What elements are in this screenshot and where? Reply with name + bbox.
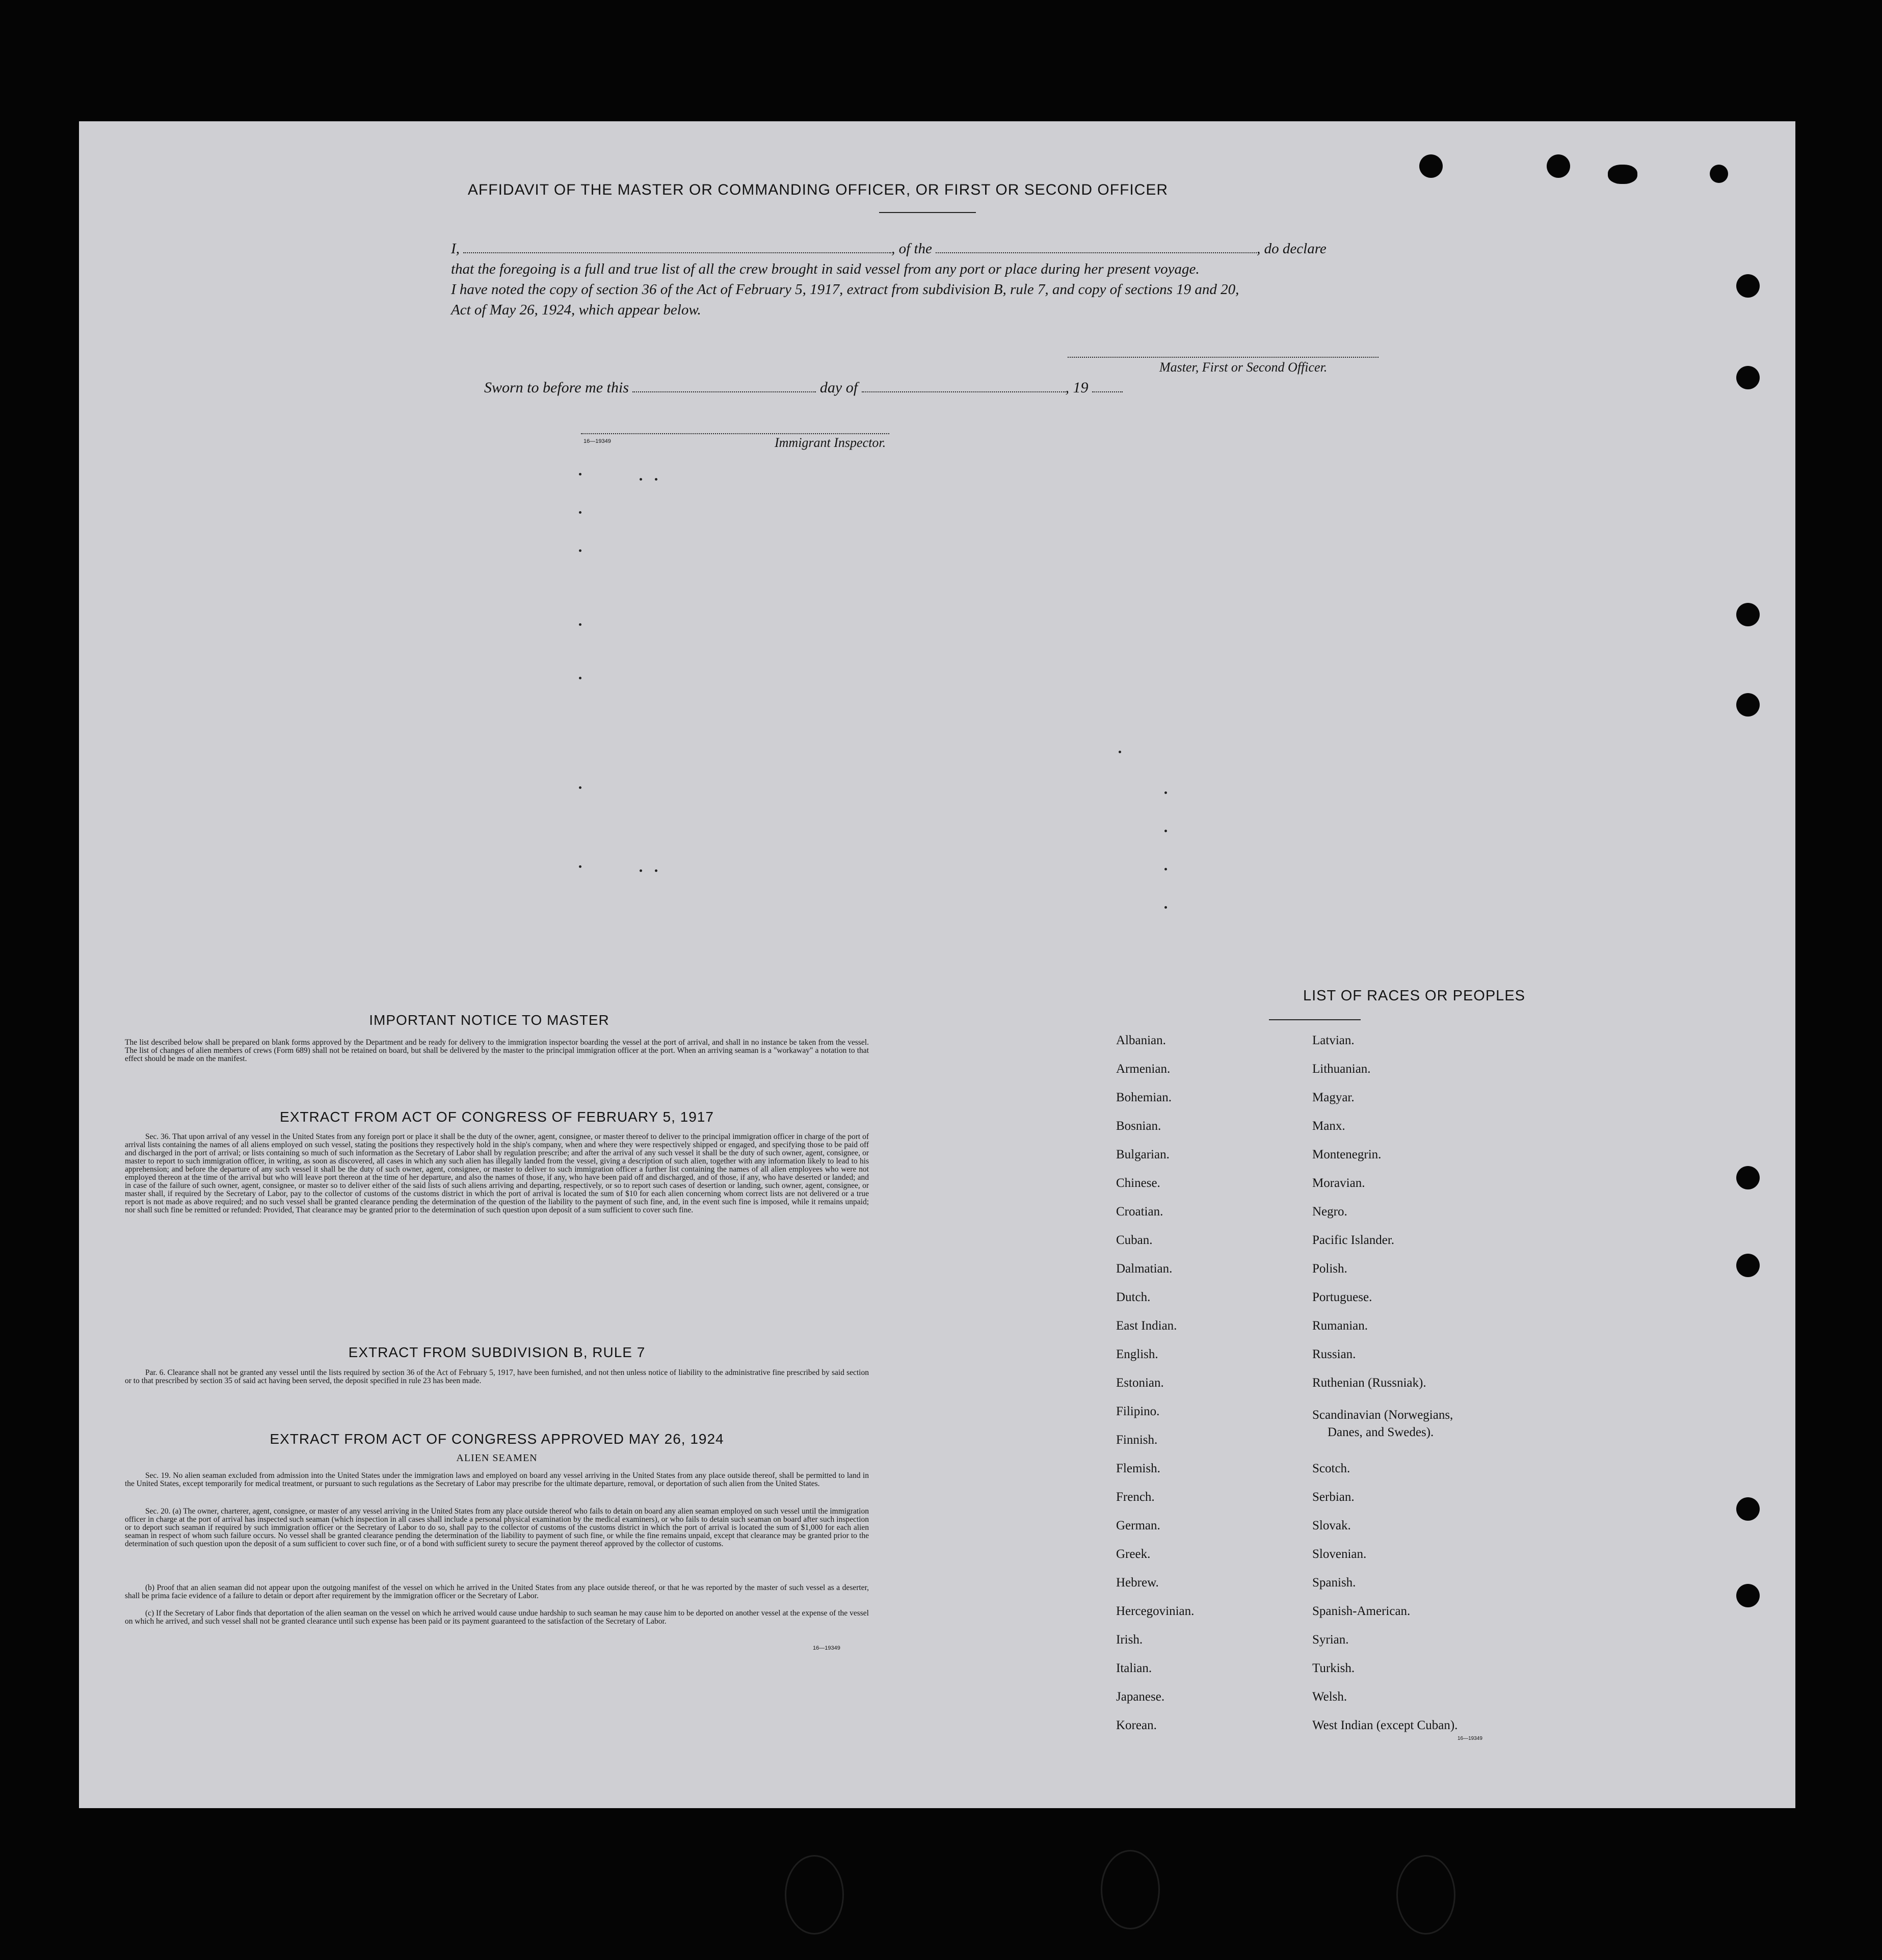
race-item: Spanish. (1312, 1576, 1356, 1590)
race-item: Greek. (1116, 1547, 1151, 1561)
sec-19-text: Sec. 19. No alien seaman excluded from admission into the United States under the immigration laws and employed on board any vessel arriving in the United States from any place outside thereof, shall be permitted to land in the United States, except temporarily for medical treatment, or pursuant to such regulations as the Secretary of Labor may prescribe for the ultimate departure, removal, or deportation of such alien from the United States. (125, 1471, 869, 1488)
affidavit-line-1: I, , of the , do declare (451, 241, 1327, 257)
race-item: Scandinavian (Norwegians, (1312, 1408, 1453, 1422)
sworn-line: Sworn to before me this day of , 19 (484, 379, 1123, 396)
stray-mark (1119, 751, 1121, 753)
race-item: Negro. (1312, 1205, 1347, 1219)
race-item: Dutch. (1116, 1290, 1151, 1304)
extract-1917-title: EXTRACT FROM ACT OF CONGRESS OF FEBRUARY 5, 1917 (280, 1109, 714, 1125)
race-item: Korean. (1116, 1718, 1157, 1732)
race-item: Hercegovinian. (1116, 1604, 1195, 1618)
race-item: Rumanian. (1312, 1319, 1368, 1333)
stray-mark (1164, 906, 1167, 909)
race-item: Chinese. (1116, 1176, 1160, 1190)
punch-hole (1419, 154, 1443, 178)
race-item: Hebrew. (1116, 1576, 1159, 1590)
stray-mark (655, 869, 657, 872)
sec-20c-text: (c) If the Secretary of Labor finds that deportation of the alien seaman on the vessel on which he arrived would cause undue hardship to such seaman he may cause him to be deported on another vessel at the expense of the vessel on which he arrived, and such vessel shall not be granted clearance until such expense has been paid or its payment guaranteed to the satisfaction of the Secretary of Labor. (125, 1609, 869, 1626)
race-item: Moravian. (1312, 1176, 1365, 1190)
race-item: Pacific Islander. (1312, 1233, 1395, 1247)
punch-hole (1736, 693, 1760, 717)
inspector-label: Immigrant Inspector. (775, 435, 886, 450)
extract-1917-text: Sec. 36. That upon arrival of any vessel in the United States from any foreign port or place it shall be the duty of the owner, agent, consignee, or master thereof to deliver to the principal immigration officer in charge of the port of arrival lists containing the names of all aliens employed on such vessel, stating the positions they respectively hold in the ship's company, when and where they were respectively shipped or engaged, and specifying those to be paid off and discharged in the port of arrival; or lists containing so much of such information as the Secretary of Labor shall by regulation prescribe; and after the arrival of any such vessel it shall be the duty of such owner, agent, consignee, or master to report to such immigration officer, in writing, as soon as discovered, all cases in which any such alien has illegally landed from the vessel, giving a description of such alien, together with any information likely to lead to his apprehension; and before the departure of any such vessel it shall be the duty of such owner, agent, consignee, or master to deliver to such immigration officer a further list containing the names of all alien employees who were not employed thereon at the time of the arrival but who will leave port thereon at the time of her departure, and also the names of those, if any, who have been paid off and discharged, and of those, if any, who have deserted or landed; and in case of the failure of such owner, agent, consignee, or master so to deliver either of the said lists of such aliens arriving and departing, respectively, or so to report such cases of desertion or landing, such owner, agent, consignee, or master shall, if required by the Secretary of Labor, pay to the collector of customs of the customs district in which the port of arrival is located the sum of $10 for each alien concerning whom correct lists are not delivered or a true report is not made as above required; and no such vessel shall be granted clearance pending the determination of the question of the liability to the payment of such fine, and, in the event such fine is imposed, while it remains unpaid; nor shall such fine be remitted or refunded: Provided, That clearance may be granted prior to the determination of such question upon deposit of a sum sufficient to cover such fine. (125, 1132, 869, 1214)
punch-hole (1547, 154, 1570, 178)
race-item: Cuban. (1116, 1233, 1153, 1247)
race-item: Turkish. (1312, 1661, 1355, 1675)
stray-mark (579, 865, 581, 868)
race-item: Scotch. (1312, 1462, 1350, 1475)
race-item: Polish. (1312, 1262, 1347, 1276)
extract-1924-subtitle: ALIEN SEAMEN (456, 1452, 538, 1464)
stray-mark (655, 478, 657, 481)
punch-hole (1710, 165, 1728, 183)
race-item: Manx. (1312, 1119, 1345, 1133)
stray-mark (1164, 830, 1167, 832)
race-item: Syrian. (1312, 1633, 1349, 1647)
race-item: Latvian. (1312, 1034, 1355, 1047)
race-item: English. (1116, 1347, 1158, 1361)
stray-mark (1164, 868, 1167, 870)
race-item: Slovenian. (1312, 1547, 1367, 1561)
backing-smudge (785, 1855, 844, 1935)
race-item: Lithuanian. (1312, 1062, 1371, 1076)
backing-smudge (1396, 1855, 1455, 1935)
race-item: Irish. (1116, 1633, 1143, 1647)
race-item: German. (1116, 1519, 1160, 1532)
race-item: West Indian (except Cuban). (1312, 1718, 1458, 1732)
race-item: Bohemian. (1116, 1091, 1172, 1104)
race-item: Spanish-American. (1312, 1604, 1411, 1618)
affidavit-line-4: Act of May 26, 1924, which appear below. (451, 302, 701, 318)
stray-mark (579, 623, 581, 626)
race-item: Albanian. (1116, 1034, 1166, 1047)
punch-hole (1736, 603, 1760, 626)
stray-mark (579, 511, 581, 514)
race-item: Italian. (1116, 1661, 1152, 1675)
race-item: Magyar. (1312, 1091, 1355, 1104)
race-item: Croatian. (1116, 1205, 1163, 1219)
stray-mark (1164, 791, 1167, 794)
punch-hole (1736, 1166, 1760, 1189)
race-item: Welsh. (1312, 1690, 1347, 1704)
title-underline (879, 212, 976, 213)
race-item: Armenian. (1116, 1062, 1171, 1076)
master-signature-label: Master, First or Second Officer. (1159, 360, 1328, 375)
race-item: Estonian. (1116, 1376, 1164, 1390)
rule-7-text: Par. 6. Clearance shall not be granted any vessel until the lists required by section 36 of the Act of February 5, 1917, have been furnished, and not then unless notice of liability to the administrative fine prescribed by said section or to that prescribed by section 35 of said act having been served, the deposit specified in rule 23 has been made. (125, 1368, 869, 1385)
race-item: Japanese. (1116, 1690, 1165, 1704)
race-item: Finnish. (1116, 1433, 1158, 1447)
punch-hole (1736, 1497, 1760, 1521)
punch-hole (1736, 1254, 1760, 1277)
affidavit-line-2: that the foregoing is a full and true list of all the crew brought in said vessel from any port or place during her present voyage. (451, 261, 1200, 277)
sworn-day-blank (632, 390, 816, 392)
race-item: Slovak. (1312, 1519, 1351, 1532)
stray-mark (640, 869, 642, 872)
punch-hole (1608, 165, 1637, 184)
stray-mark (579, 677, 581, 679)
affidavit-body (451, 239, 1409, 320)
race-item: Bosnian. (1116, 1119, 1161, 1133)
inspector-signature-line (581, 433, 889, 434)
races-form-number: 16—19349 (1457, 1736, 1482, 1741)
backing-smudge (1101, 1850, 1160, 1929)
officer-name-blank (463, 251, 891, 253)
vessel-name-blank (936, 251, 1257, 253)
stray-mark (579, 786, 581, 789)
races-title: LIST OF RACES OR PEOPLES (1303, 988, 1526, 1004)
stray-mark (579, 549, 581, 552)
race-item: Russian. (1312, 1347, 1356, 1361)
rule-7-title: EXTRACT FROM SUBDIVISION B, RULE 7 (348, 1344, 646, 1360)
notice-text: The list described below shall be prepared on blank forms approved by the Department and be ready for delivery to the immigration inspector boarding the vessel at the port of arrival, and shall in no instance be taken from the vessel. The list of changes of alien members of crews (Form 689) shall not be retained on board, but shall be delivered by the master to the principal immigration officer at the port. When an arriving seaman is a "workaway" a notation to that effect should be made on the manifest. (125, 1038, 869, 1063)
punch-hole (1736, 366, 1760, 389)
stray-mark (640, 478, 642, 481)
master-signature-line (1068, 357, 1379, 358)
sworn-month-blank (862, 390, 1066, 392)
race-item: Serbian. (1312, 1490, 1355, 1504)
affidavit-line-3: I have noted the copy of section 36 of the Act of February 5, 1917, extract from subdivision B, rule 7, and copy of sections 19 and 20, (451, 281, 1239, 298)
race-item: Montenegrin. (1312, 1148, 1382, 1161)
race-item: French. (1116, 1490, 1155, 1504)
race-item: East Indian. (1116, 1319, 1177, 1333)
form-number-bottom: 16—19349 (813, 1645, 840, 1651)
stray-mark (579, 473, 581, 475)
sec-20b-text: (b) Proof that an alien seaman did not appear upon the outgoing manifest of the vessel on which he arrived in the United States from any place outside thereof, or that he was reported by the master of such vessel as a deserter, shall be prima facie evidence of a failure to detain or deport after requirement by the immigration officer or the Secretary of Labor. (125, 1583, 869, 1600)
race-item: Filipino. (1116, 1405, 1160, 1418)
race-item: Flemish. (1116, 1462, 1160, 1475)
race-item: Portuguese. (1312, 1290, 1372, 1304)
extract-1924-title: EXTRACT FROM ACT OF CONGRESS APPROVED MAY 26, 1924 (270, 1431, 724, 1447)
race-item: Bulgarian. (1116, 1148, 1170, 1161)
punch-hole (1736, 1584, 1760, 1607)
race-item: Ruthenian (Russniak). (1312, 1376, 1426, 1390)
notice-title: IMPORTANT NOTICE TO MASTER (369, 1012, 609, 1028)
form-number-top: 16—19349 (584, 438, 611, 444)
sec-20a-text: Sec. 20. (a) The owner, charterer, agent, consignee, or master of any vessel arriving in the United States from any place outside thereof who fails to detain on board any alien seaman employed on such vessel until the immigration officer in charge at the port of arrival has inspected such seaman (which inspection in all cases shall include a personal physical examination by the medical examiners), or who fails to detain such seaman on board after such inspection or to deport such seaman if required by such immigration officer or the Secretary of Labor to do so, shall pay to the collector of customs of the customs district in which the port of arrival is located the sum of $1,000 for each alien seaman in respect of whom such failure occurs. No vessel shall be granted clearance pending the determination of the liability to payment of such fine, or while the fine remains unpaid, except that clearance may be granted prior to the determination of such question upon the deposit of a sum sufficient to cover such fine, or of a bond with sufficient surety to secure the payment thereof approved by the collector of customs. (125, 1507, 869, 1548)
affidavit-title: AFFIDAVIT OF THE MASTER OR COMMANDING OFFICER, OR FIRST OR SECOND OFFICER (467, 181, 1169, 198)
races-title-underline (1269, 1019, 1361, 1020)
sworn-year-blank (1092, 390, 1123, 392)
form-page (79, 121, 1795, 1808)
race-item: Dalmatian. (1116, 1262, 1173, 1276)
punch-hole (1736, 274, 1760, 298)
race-item: Danes, and Swedes). (1328, 1425, 1434, 1439)
